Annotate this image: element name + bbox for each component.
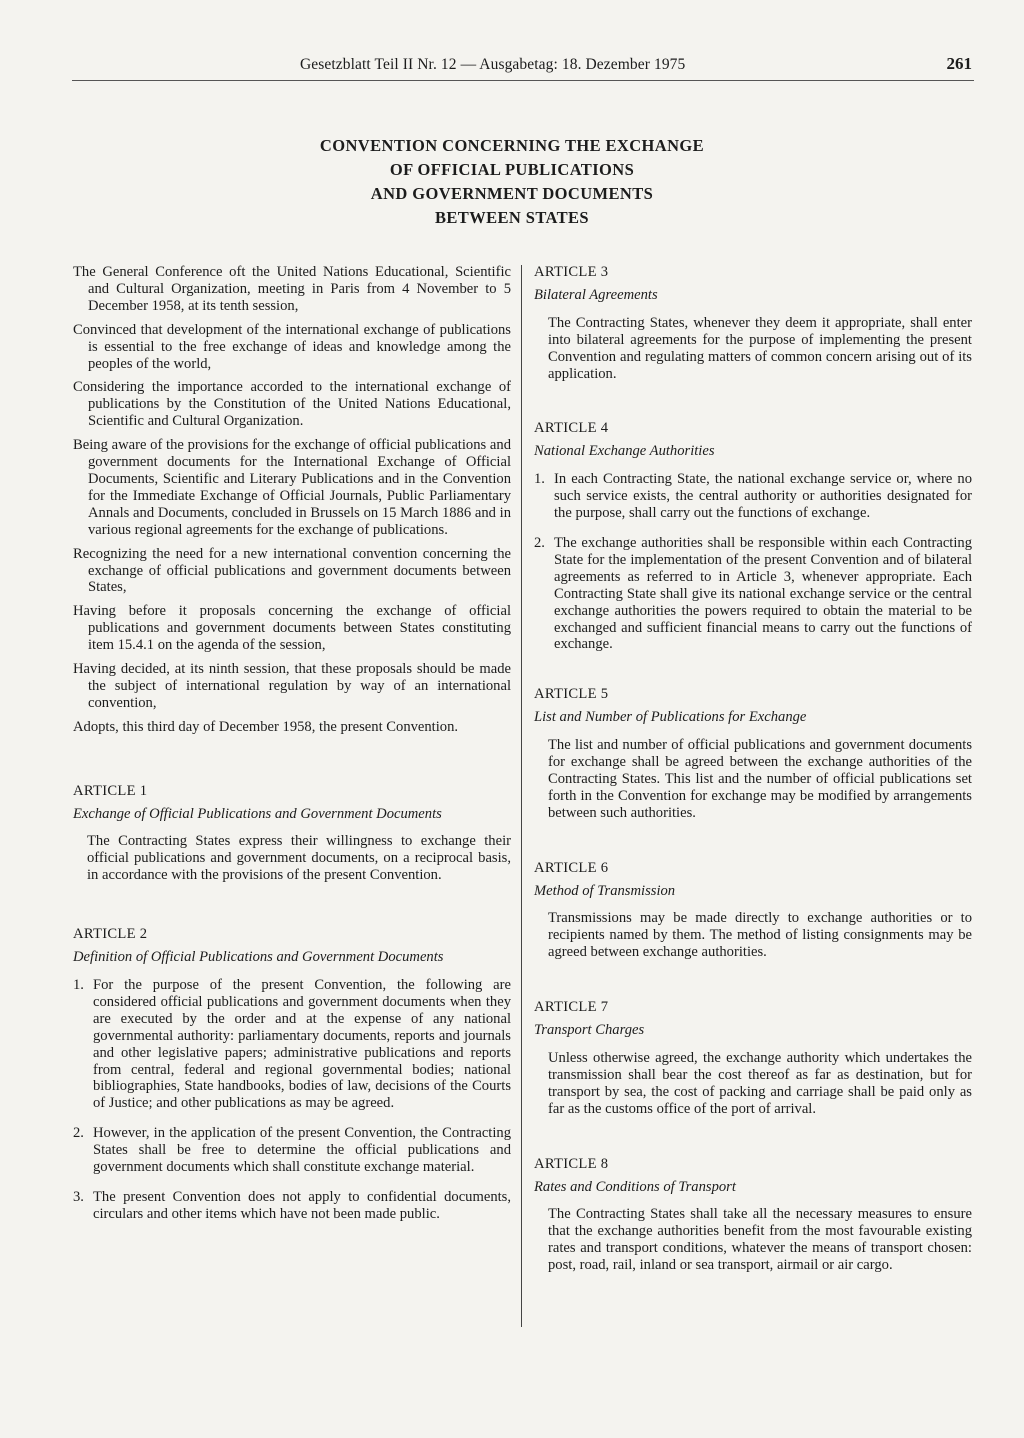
preamble-paragraph: Adopts, this third day of December 1958, the present Convention. xyxy=(73,718,459,735)
article-item xyxy=(534,535,972,653)
article-2 xyxy=(73,926,511,1223)
article-title: Bilateral Agreements xyxy=(534,286,658,303)
item-text: The present Convention does not apply to confidential documents, circulars and other items which have not been made public. xyxy=(93,1188,511,1222)
article-heading: ARTICLE 5 xyxy=(534,686,609,703)
title-line-2: OF OFFICIAL PUBLICATIONS xyxy=(389,160,635,179)
title-line-4: BETWEEN STATES xyxy=(434,208,589,227)
preamble-paragraph: Considering the importance accorded to the international exchange of publications by the Constitution of the United Nations Educational, Scientific and Cultural Organization. xyxy=(73,379,511,430)
article-item xyxy=(73,1125,511,1176)
article-item xyxy=(73,1189,511,1223)
preamble-paragraph: Having before it proposals concerning the exchange of official publications and government documents between States constituting item 15.4.1 on the agenda of the session, xyxy=(73,603,511,654)
article-item xyxy=(534,471,972,522)
item-text: For the purpose of the present Convention, the following are considered official publications and government documents when they are executed by the order and at the expense of any national governmental authority: parliamentary documents, reports and journals and other legislative papers; administrative publications and reports from central, federal and regional governmental bodies; national bibliographies, State handbooks, bodies of law, decisions of the Courts of Justice; and other publications as may be agreed. xyxy=(93,977,511,1112)
article-text: Transmissions may be made directly to exchange authorities or to recipients named by them. The method of listing consignments may be agreed between exchange authorities. xyxy=(548,910,972,961)
article-heading: ARTICLE 7 xyxy=(534,999,609,1016)
running-header xyxy=(72,52,974,81)
preamble-paragraph: Being aware of the provisions for the exchange of official publications and government documents for the International Exchange of Official Documents, Scientific and Literary Publications and in the Convention for the Immediate Exchange of Official Journals, Public Parliamentary Annals and Documents, concluded in Brussels on 15 March 1886 and in various regional agreements for the exchange of publications. xyxy=(73,437,511,538)
article-heading: ARTICLE 2 xyxy=(73,926,148,943)
item-text: The exchange authorities shall be responsible within each Contracting State for the implementation of the present Convention and of bilateral agreements as referred to in Article 3, whenever appropriate. Each Contracting State shall give its national exchange service or the central exchange authorities the powers required to obtain the material to be exchanged and sufficient financial means to carry out the functions of exchange. xyxy=(554,534,972,653)
right-column xyxy=(534,264,972,1274)
article-title: National Exchange Authorities xyxy=(534,443,715,460)
page-number: 261 xyxy=(946,54,972,73)
document-title xyxy=(0,134,1024,230)
article-heading: ARTICLE 3 xyxy=(534,264,609,280)
article-title: List and Number of Publications for Exchange xyxy=(534,709,807,726)
article-item xyxy=(73,977,511,1112)
item-number: 1. xyxy=(534,471,545,488)
item-number: 2. xyxy=(73,1125,84,1142)
article-text: Unless otherwise agreed, the exchange authority which undertakes the transmission shall bear the cost thereof as far as destination, but for transport by sea, the cost of packing and carriage shall be paid only as far as the customs office of the port of arrival. xyxy=(548,1050,972,1117)
title-line-3: AND GOVERNMENT DOCUMENTS xyxy=(370,184,654,203)
article-heading: ARTICLE 8 xyxy=(534,1155,609,1172)
article-4 xyxy=(534,420,972,653)
article-title: Method of Transmission xyxy=(534,882,676,899)
article-6 xyxy=(534,860,972,962)
article-8 xyxy=(534,1156,972,1274)
article-1 xyxy=(73,783,511,885)
item-number: 1. xyxy=(73,977,84,993)
article-heading: ARTICLE 6 xyxy=(534,859,609,876)
article-text: The Contracting States shall take all the necessary measures to ensure that the exchange authorities benefit from the most favourable existing rates and transport conditions, whatever the means of transport chosen: post, road, rail, inland or sea transport, airmail or air cargo. xyxy=(548,1206,972,1274)
running-title: Gesetzblatt Teil II Nr. 12 — Ausgabetag: 18. Dezember 1975 xyxy=(300,56,686,73)
preamble-paragraph: Convinced that development of the international exchange of publications is essential to the free exchange of ideas and knowledge among the peoples of the world, xyxy=(73,321,511,372)
article-title: Rates and Conditions of Transport xyxy=(534,1178,736,1195)
article-7 xyxy=(534,999,972,1117)
preamble-paragraph: Recognizing the need for a new international convention concerning the exchange of official publications and government documents between States, xyxy=(73,545,511,596)
article-5 xyxy=(534,686,972,821)
article-title: Definition of Official Publications and Government Documents xyxy=(73,949,444,966)
article-heading: ARTICLE 4 xyxy=(534,420,609,437)
item-number: 2. xyxy=(534,534,545,551)
item-text: However, in the application of the present Convention, the Contracting States shall be free to determine the official publications and government documents which shall constitute exchange material. xyxy=(93,1125,511,1176)
preamble-paragraph: Having decided, at its ninth session, that these proposals should be made the subject of international regulation by way of an international convention, xyxy=(73,661,511,711)
title-line-1: CONVENTION CONCERNING THE EXCHANGE xyxy=(319,136,705,155)
article-text: The list and number of official publications and government documents for exchange shall be agreed between the exchange authorities of the Contracting States. This list and the number of official publications set forth in the Convention for exchange may be modified by arrangements between such authorities. xyxy=(548,737,972,821)
article-text: The Contracting States express their willingness to exchange their official publications and government documents, on a reciprocal basis, in accordance with the provisions of the present Convention. xyxy=(87,833,511,884)
item-number: 3. xyxy=(73,1188,84,1205)
article-3 xyxy=(534,264,972,382)
article-text: The Contracting States, whenever they deem it appropriate, shall enter into bilateral agreements for the purpose of implementing the present Convention and regulating matters of common concern arising out of its application. xyxy=(548,314,972,382)
item-text: In each Contracting State, the national exchange service or, where no such service exists, the central authority or authorities designated for the purpose, shall carry out the functions of exchange. xyxy=(554,471,972,522)
left-column xyxy=(73,264,511,1236)
article-heading: ARTICLE 1 xyxy=(73,782,148,799)
preamble-paragraph: The General Conference oft the United Nations Educational, Scientific and Cultural Organization, meeting in Paris from 4 November to 5 December 1958, at its tenth session, xyxy=(73,264,511,314)
article-title: Transport Charges xyxy=(534,1022,645,1039)
column-divider xyxy=(521,265,522,1327)
article-title: Exchange of Official Publications and Government Documents xyxy=(73,805,442,822)
